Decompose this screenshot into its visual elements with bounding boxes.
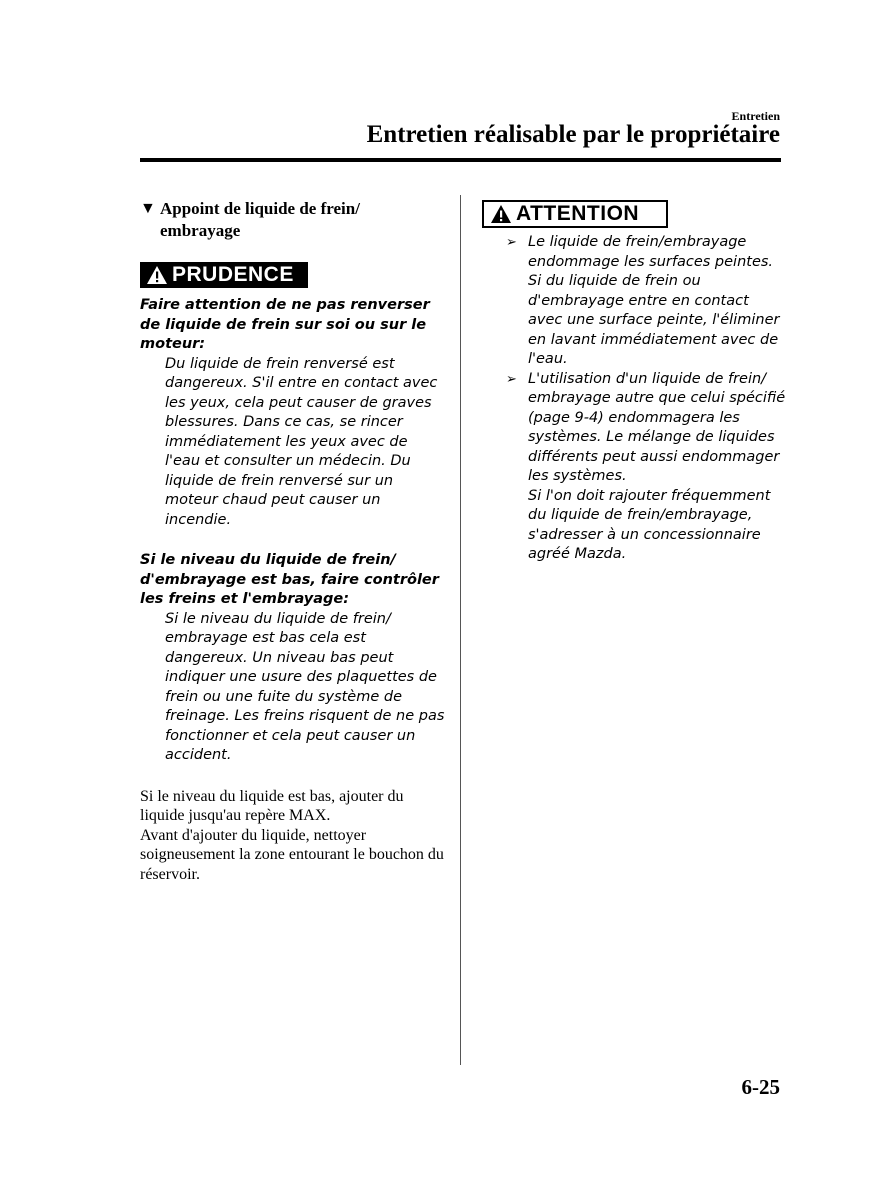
- attention-item-text-extra: Si l'on doit rajouter fréquemment du liquide de frein/embrayage, s'adresser à un concessionnaire agréé Mazda.: [528, 487, 771, 562]
- page-number: 6-25: [741, 1075, 780, 1099]
- warning2-body: Si le niveau du liquide de frein/ embrayage est bas cela est dangereux. Un niveau bas peut indiquer une usure des plaquettes de frein ou une fuite du système de freinage. Les freins risquent de ne pas fonctionner et cela peut causer un accident.: [165, 610, 445, 763]
- attention-item-text-main: L'utilisation d'un liquide de frein/ embrayage autre que celui spécifié (page 9-4) endommagera les systèmes. Le mélange de liquides différents peut aussi endommager les systèmes.: [528, 370, 786, 484]
- right-column: [482, 200, 787, 565]
- warning1-body: Du liquide de frein renversé est dangereux. S'il entre en contact avec les yeux, cela peut causer de graves blessures. Dans ce cas, se rincer immédiatement les yeux avec de l'eau et consulter un médecin. Du liquide de frein renversé sur un moteur chaud peut causer un incendie.: [165, 355, 438, 528]
- attention-label: ATTENTION: [516, 202, 640, 225]
- warning2-lead: Si le niveau du liquide de frein/ d'embrayage est bas, faire contrôler les freins et l'embrayage:: [140, 552, 439, 607]
- page-title: Entretien réalisable par le propriétaire: [366, 121, 780, 148]
- section-heading-line2: embrayage: [160, 221, 241, 240]
- attention-label-box: [482, 200, 668, 228]
- section-heading-text: [160, 198, 360, 242]
- left-column: [140, 198, 445, 884]
- attention-item: [482, 370, 787, 565]
- body-paragraph: [140, 787, 445, 885]
- column-divider: [460, 195, 461, 1065]
- triangle-marker-icon: ▼: [140, 200, 156, 217]
- arrow-bullet-icon: ➢: [506, 371, 517, 387]
- attention-item-text: Le liquide de frein/embrayage endommage les surfaces peintes. Si du liquide de frein ou d'embrayage entre en contact avec une surface peinte, l'éliminer en lavant immédiatement avec de l'eau.: [528, 234, 780, 367]
- body-paragraph-1: Si le niveau du liquide est bas, ajouter du liquide jusqu'au repère MAX.: [140, 787, 404, 824]
- arrow-bullet-icon: ➢: [506, 235, 517, 250]
- attention-item-text: [528, 370, 787, 565]
- section-heading: [140, 198, 445, 242]
- caution-label: PRUDENCE: [172, 263, 294, 286]
- warning-triangle-icon: [146, 265, 168, 285]
- warning-triangle-icon: [490, 204, 512, 224]
- section-heading-line1: Appoint de liquide de frein/: [160, 199, 360, 218]
- body-paragraph-2: Avant d'ajouter du liquide, nettoyer soigneusement la zone entourant le bouchon du réservoir.: [140, 826, 444, 883]
- warning1-lead: Faire attention de ne pas renverser de liquide de frein sur soi ou sur le moteur:: [140, 297, 430, 352]
- attention-item: [482, 233, 787, 370]
- header-divider: [140, 158, 781, 162]
- caution-label-box: [140, 262, 308, 288]
- header-section: Entretien: [731, 109, 780, 123]
